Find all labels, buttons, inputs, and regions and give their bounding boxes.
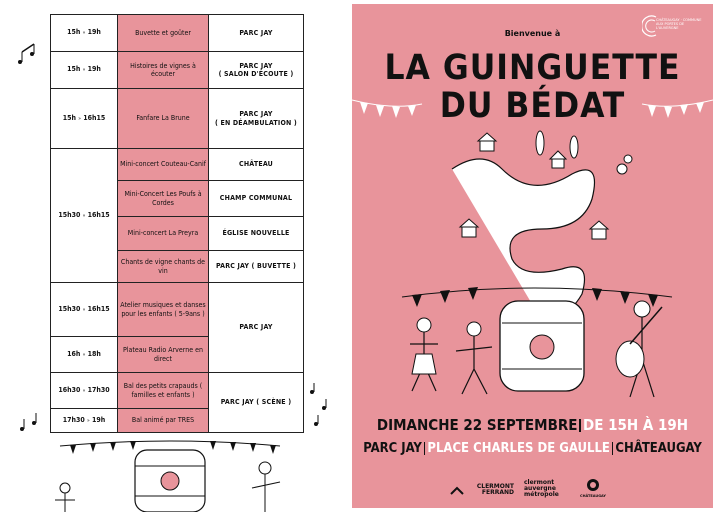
activity-cell: Mini-Concert Les Poufs à Cordes xyxy=(118,181,209,217)
activity-cell: Mini-concert La Preyra xyxy=(118,217,209,251)
time-cell: 15h30 » 16h15 xyxy=(51,149,118,283)
activity-cell: Atelier musiques et danses pour les enfants ( 5-9ans ) xyxy=(118,283,209,337)
time-cell: 15h » 19h xyxy=(51,52,118,89)
barrel-illustration xyxy=(392,129,682,404)
event-location: PARC JAY PLACE CHARLES DE GAULLE CHÂTEAUGAY xyxy=(363,441,702,456)
poster-title-line1: LA GUINGUETTE xyxy=(384,48,681,88)
music-notes-icon xyxy=(14,405,44,435)
table-row xyxy=(51,52,304,89)
chateaugay-logo: CHÂTEAUGAY · COMMUNE AUX PORTES DE L'AUVERGNE xyxy=(642,12,702,42)
place-cell: PARC JAY ( SCÈNE ) xyxy=(209,373,304,433)
festival-illustration xyxy=(40,436,300,512)
place-cell: ÉGLISE NOUVELLE xyxy=(209,217,304,251)
place-cell: PARC JAY ( SALON D'ÉCOUTE ) xyxy=(209,52,304,89)
welcome-text: Bienvenue à xyxy=(504,29,561,38)
activity-cell: Histoires de vignes à écouter xyxy=(118,52,209,89)
time-cell: 16h30 » 17h30 xyxy=(51,373,118,409)
activity-cell: Bal animé par TRES xyxy=(118,409,209,433)
clermont-metropole-logo: clermont auvergne métropole xyxy=(524,479,559,498)
poster-title-line2: DU BÉDAT xyxy=(439,86,626,126)
schedule-table xyxy=(50,14,304,433)
place-cell: CHÂTEAU xyxy=(209,149,304,181)
activity-cell: Chants de vigne chants de vin xyxy=(118,251,209,283)
table-row xyxy=(51,89,304,149)
table-row xyxy=(51,283,304,337)
time-cell: 15h » 16h15 xyxy=(51,89,118,149)
chateaugay-small-logo: CHÂTEAUGAY xyxy=(578,478,608,498)
activity-cell: Mini-concert Couteau-Canif xyxy=(118,149,209,181)
event-date: DIMANCHE 22 SEPTEMBRE DE 15H À 19H xyxy=(376,416,689,434)
activity-cell: Plateau Radio Arverne en direct xyxy=(118,337,209,373)
poster-panel xyxy=(352,4,713,508)
time-cell: 17h30 » 19h xyxy=(51,409,118,433)
time-cell: 15h30 » 16h15 xyxy=(51,283,118,337)
place-cell: PARC JAY xyxy=(209,283,304,373)
place-cell: PARC JAY ( BUVETTE ) xyxy=(209,251,304,283)
place-cell: CHAMP COMMUNAL xyxy=(209,181,304,217)
activity-cell: Fanfare La Brune xyxy=(118,89,209,149)
table-row xyxy=(51,373,304,409)
place-cell: PARC JAY xyxy=(209,15,304,52)
time-cell: 15h » 19h xyxy=(51,15,118,52)
place-cell: PARC JAY ( EN DÉAMBULATION ) xyxy=(209,89,304,149)
activity-cell: Bal des petits crapauds ( familles et enfants ) xyxy=(118,373,209,409)
table-row xyxy=(51,15,304,52)
clermont-ferrand-logo: CLERMONT FERRAND xyxy=(452,484,514,496)
time-cell: 16h » 18h xyxy=(51,337,118,373)
music-notes-icon xyxy=(304,380,334,430)
music-notes-icon xyxy=(14,40,44,70)
schedule-panel xyxy=(0,0,350,512)
activity-cell: Buvette et goûter xyxy=(118,15,209,52)
partner-logos xyxy=(352,476,713,504)
table-row xyxy=(51,149,304,181)
